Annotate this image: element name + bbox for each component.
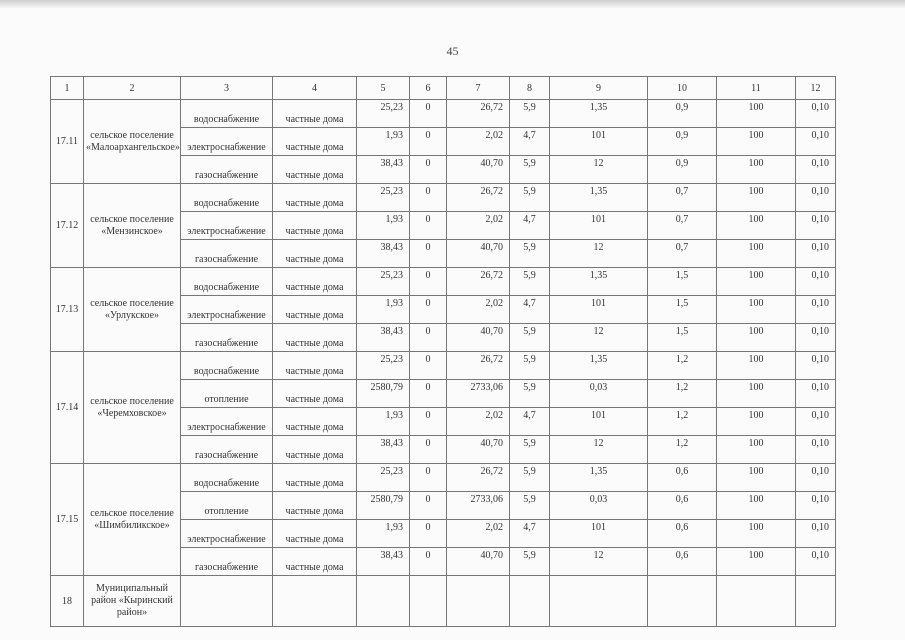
value-cell-5: 25,23 xyxy=(357,352,410,380)
value-cell-8: 5,9 xyxy=(510,240,550,268)
object-cell: частные дома xyxy=(273,212,357,240)
header-cell: 6 xyxy=(410,77,447,100)
value-cell-5: 25,23 xyxy=(357,184,410,212)
value-cell-11: 100 xyxy=(717,548,796,576)
value-cell-10: 0,6 xyxy=(648,548,717,576)
value-cell-10: 1,2 xyxy=(648,408,717,436)
value-cell-12: 0,10 xyxy=(796,520,836,548)
value-cell-12: 0,10 xyxy=(796,240,836,268)
value-cell-11: 100 xyxy=(717,184,796,212)
value-cell-9: 12 xyxy=(550,548,648,576)
service-cell: электроснабжение xyxy=(181,212,273,240)
value-cell-9: 101 xyxy=(550,296,648,324)
tariff-table xyxy=(50,76,836,627)
value-cell-12: 0,10 xyxy=(796,408,836,436)
value-cell-9: 1,35 xyxy=(550,352,648,380)
value-cell-9: 12 xyxy=(550,240,648,268)
object-cell: частные дома xyxy=(273,352,357,380)
header-cell: 4 xyxy=(273,77,357,100)
value-cell-12: 0,10 xyxy=(796,352,836,380)
value-cell-6: 0 xyxy=(410,156,447,184)
value-cell-11: 100 xyxy=(717,380,796,408)
table-row xyxy=(51,464,836,492)
service-cell: газоснабжение xyxy=(181,436,273,464)
value-cell-6: 0 xyxy=(410,100,447,128)
value-cell-10: 0,9 xyxy=(648,156,717,184)
value-cell-8: 4,7 xyxy=(510,128,550,156)
value-cell-8: 5,9 xyxy=(510,436,550,464)
service-cell: электроснабжение xyxy=(181,296,273,324)
value-cell-11: 100 xyxy=(717,268,796,296)
table-row xyxy=(51,184,836,212)
empty-cell xyxy=(273,576,357,627)
empty-cell xyxy=(510,576,550,627)
value-cell-9: 1,35 xyxy=(550,464,648,492)
header-cell: 10 xyxy=(648,77,717,100)
row-index: 17.13 xyxy=(51,268,84,352)
value-cell-10: 1,5 xyxy=(648,268,717,296)
value-cell-9: 101 xyxy=(550,128,648,156)
value-cell-8: 5,9 xyxy=(510,184,550,212)
object-cell: частные дома xyxy=(273,408,357,436)
value-cell-5: 1,93 xyxy=(357,212,410,240)
service-cell: водоснабжение xyxy=(181,352,273,380)
value-cell-7: 26,72 xyxy=(447,184,510,212)
page-top-edge xyxy=(0,0,905,8)
value-cell-5: 1,93 xyxy=(357,128,410,156)
value-cell-9: 101 xyxy=(550,212,648,240)
value-cell-11: 100 xyxy=(717,240,796,268)
value-cell-9: 1,35 xyxy=(550,184,648,212)
object-cell: частные дома xyxy=(273,324,357,352)
value-cell-11: 100 xyxy=(717,464,796,492)
service-cell: отопление xyxy=(181,492,273,520)
value-cell-5: 25,23 xyxy=(357,464,410,492)
value-cell-10: 0,6 xyxy=(648,492,717,520)
value-cell-5: 38,43 xyxy=(357,156,410,184)
value-cell-11: 100 xyxy=(717,492,796,520)
value-cell-6: 0 xyxy=(410,380,447,408)
value-cell-7: 26,72 xyxy=(447,352,510,380)
object-cell: частные дома xyxy=(273,380,357,408)
value-cell-10: 0,7 xyxy=(648,240,717,268)
value-cell-7: 40,70 xyxy=(447,548,510,576)
value-cell-8: 4,7 xyxy=(510,520,550,548)
value-cell-5: 1,93 xyxy=(357,296,410,324)
empty-cell xyxy=(796,576,836,627)
value-cell-7: 40,70 xyxy=(447,436,510,464)
value-cell-8: 5,9 xyxy=(510,156,550,184)
table-row xyxy=(51,100,836,128)
settlement-name: сельское поселение «Черемховское» xyxy=(84,352,181,464)
object-cell: частные дома xyxy=(273,240,357,268)
row-index: 18 xyxy=(51,576,84,627)
object-cell: частные дома xyxy=(273,520,357,548)
value-cell-5: 38,43 xyxy=(357,324,410,352)
object-cell: частные дома xyxy=(273,156,357,184)
header-cell: 1 xyxy=(51,77,84,100)
empty-cell xyxy=(181,576,273,627)
header-cell: 8 xyxy=(510,77,550,100)
value-cell-7: 26,72 xyxy=(447,268,510,296)
value-cell-12: 0,10 xyxy=(796,100,836,128)
table-row xyxy=(51,268,836,296)
value-cell-12: 0,10 xyxy=(796,184,836,212)
service-cell: газоснабжение xyxy=(181,156,273,184)
value-cell-12: 0,10 xyxy=(796,212,836,240)
value-cell-12: 0,10 xyxy=(796,268,836,296)
value-cell-11: 100 xyxy=(717,352,796,380)
value-cell-7: 26,72 xyxy=(447,464,510,492)
value-cell-9: 12 xyxy=(550,436,648,464)
value-cell-5: 25,23 xyxy=(357,268,410,296)
service-cell: водоснабжение xyxy=(181,100,273,128)
service-cell: электроснабжение xyxy=(181,520,273,548)
service-cell: газоснабжение xyxy=(181,324,273,352)
row-index: 17.11 xyxy=(51,100,84,184)
value-cell-12: 0,10 xyxy=(796,492,836,520)
value-cell-6: 0 xyxy=(410,464,447,492)
table-body xyxy=(51,100,836,627)
value-cell-7: 2733,06 xyxy=(447,492,510,520)
object-cell: частные дома xyxy=(273,492,357,520)
header-cell: 3 xyxy=(181,77,273,100)
settlement-name: Муниципальный район «Кыринский район» xyxy=(84,576,181,627)
service-cell: водоснабжение xyxy=(181,268,273,296)
value-cell-12: 0,10 xyxy=(796,548,836,576)
value-cell-6: 0 xyxy=(410,492,447,520)
value-cell-6: 0 xyxy=(410,296,447,324)
empty-cell xyxy=(357,576,410,627)
value-cell-8: 5,9 xyxy=(510,268,550,296)
header-cell: 11 xyxy=(717,77,796,100)
service-cell: электроснабжение xyxy=(181,408,273,436)
value-cell-9: 12 xyxy=(550,324,648,352)
value-cell-8: 5,9 xyxy=(510,352,550,380)
empty-cell xyxy=(550,576,648,627)
value-cell-10: 1,2 xyxy=(648,352,717,380)
value-cell-10: 0,9 xyxy=(648,128,717,156)
header-cell: 5 xyxy=(357,77,410,100)
value-cell-6: 0 xyxy=(410,128,447,156)
value-cell-6: 0 xyxy=(410,268,447,296)
object-cell: частные дома xyxy=(273,268,357,296)
value-cell-5: 25,23 xyxy=(357,100,410,128)
object-cell: частные дома xyxy=(273,184,357,212)
value-cell-7: 40,70 xyxy=(447,240,510,268)
value-cell-9: 101 xyxy=(550,520,648,548)
value-cell-5: 1,93 xyxy=(357,408,410,436)
value-cell-12: 0,10 xyxy=(796,128,836,156)
value-cell-12: 0,10 xyxy=(796,464,836,492)
value-cell-11: 100 xyxy=(717,436,796,464)
header-cell: 9 xyxy=(550,77,648,100)
value-cell-7: 2,02 xyxy=(447,128,510,156)
value-cell-6: 0 xyxy=(410,324,447,352)
value-cell-10: 1,5 xyxy=(648,296,717,324)
value-cell-10: 1,5 xyxy=(648,324,717,352)
row-index: 17.14 xyxy=(51,352,84,464)
table-row xyxy=(51,352,836,380)
value-cell-8: 4,7 xyxy=(510,296,550,324)
value-cell-11: 100 xyxy=(717,212,796,240)
value-cell-5: 1,93 xyxy=(357,520,410,548)
value-cell-12: 0,10 xyxy=(796,324,836,352)
value-cell-10: 0,9 xyxy=(648,100,717,128)
value-cell-11: 100 xyxy=(717,156,796,184)
value-cell-8: 5,9 xyxy=(510,380,550,408)
row-index: 17.15 xyxy=(51,464,84,576)
value-cell-8: 5,9 xyxy=(510,464,550,492)
value-cell-9: 0,03 xyxy=(550,492,648,520)
value-cell-6: 0 xyxy=(410,548,447,576)
settlement-name: сельское поселение «Урлукское» xyxy=(84,268,181,352)
value-cell-11: 100 xyxy=(717,520,796,548)
empty-cell xyxy=(648,576,717,627)
value-cell-8: 4,7 xyxy=(510,212,550,240)
value-cell-6: 0 xyxy=(410,184,447,212)
settlement-name: сельское поселение «Малоархангельское» xyxy=(84,100,181,184)
value-cell-6: 0 xyxy=(410,520,447,548)
value-cell-8: 5,9 xyxy=(510,324,550,352)
value-cell-7: 2,02 xyxy=(447,408,510,436)
header-cell: 12 xyxy=(796,77,836,100)
value-cell-9: 0,03 xyxy=(550,380,648,408)
value-cell-6: 0 xyxy=(410,408,447,436)
value-cell-7: 40,70 xyxy=(447,156,510,184)
header-row xyxy=(51,77,836,100)
value-cell-10: 0,7 xyxy=(648,184,717,212)
value-cell-10: 0,7 xyxy=(648,212,717,240)
value-cell-11: 100 xyxy=(717,296,796,324)
value-cell-5: 2580,79 xyxy=(357,492,410,520)
value-cell-10: 0,6 xyxy=(648,520,717,548)
value-cell-8: 4,7 xyxy=(510,408,550,436)
settlement-name: сельское поселение «Мензинское» xyxy=(84,184,181,268)
service-cell: электроснабжение xyxy=(181,128,273,156)
value-cell-7: 2,02 xyxy=(447,520,510,548)
value-cell-10: 1,2 xyxy=(648,380,717,408)
service-cell: водоснабжение xyxy=(181,464,273,492)
object-cell: частные дома xyxy=(273,436,357,464)
value-cell-5: 2580,79 xyxy=(357,380,410,408)
value-cell-11: 100 xyxy=(717,128,796,156)
header-cell: 2 xyxy=(84,77,181,100)
value-cell-8: 5,9 xyxy=(510,100,550,128)
value-cell-9: 12 xyxy=(550,156,648,184)
value-cell-8: 5,9 xyxy=(510,492,550,520)
header-cell: 7 xyxy=(447,77,510,100)
service-cell: водоснабжение xyxy=(181,184,273,212)
settlement-name: сельское поселение «Шимбиликское» xyxy=(84,464,181,576)
value-cell-7: 2,02 xyxy=(447,296,510,324)
value-cell-6: 0 xyxy=(410,436,447,464)
object-cell: частные дома xyxy=(273,100,357,128)
value-cell-9: 1,35 xyxy=(550,268,648,296)
object-cell: частные дома xyxy=(273,464,357,492)
value-cell-9: 1,35 xyxy=(550,100,648,128)
object-cell: частные дома xyxy=(273,128,357,156)
value-cell-7: 26,72 xyxy=(447,100,510,128)
value-cell-5: 38,43 xyxy=(357,436,410,464)
value-cell-12: 0,10 xyxy=(796,436,836,464)
value-cell-6: 0 xyxy=(410,352,447,380)
object-cell: частные дома xyxy=(273,548,357,576)
value-cell-7: 2,02 xyxy=(447,212,510,240)
empty-cell xyxy=(717,576,796,627)
value-cell-9: 101 xyxy=(550,408,648,436)
value-cell-5: 38,43 xyxy=(357,240,410,268)
value-cell-10: 1,2 xyxy=(648,436,717,464)
value-cell-7: 2733,06 xyxy=(447,380,510,408)
row-index: 17.12 xyxy=(51,184,84,268)
value-cell-8: 5,9 xyxy=(510,548,550,576)
service-cell: газоснабжение xyxy=(181,548,273,576)
value-cell-12: 0,10 xyxy=(796,296,836,324)
value-cell-11: 100 xyxy=(717,408,796,436)
page-number: 45 xyxy=(446,44,459,58)
value-cell-7: 40,70 xyxy=(447,324,510,352)
empty-cell xyxy=(410,576,447,627)
service-cell: газоснабжение xyxy=(181,240,273,268)
value-cell-12: 0,10 xyxy=(796,156,836,184)
value-cell-6: 0 xyxy=(410,212,447,240)
value-cell-10: 0,6 xyxy=(648,464,717,492)
value-cell-5: 38,43 xyxy=(357,548,410,576)
value-cell-11: 100 xyxy=(717,324,796,352)
value-cell-6: 0 xyxy=(410,240,447,268)
object-cell: частные дома xyxy=(273,296,357,324)
value-cell-11: 100 xyxy=(717,100,796,128)
empty-cell xyxy=(447,576,510,627)
value-cell-12: 0,10 xyxy=(796,380,836,408)
table-row-municipal-district xyxy=(51,576,836,627)
service-cell: отопление xyxy=(181,380,273,408)
